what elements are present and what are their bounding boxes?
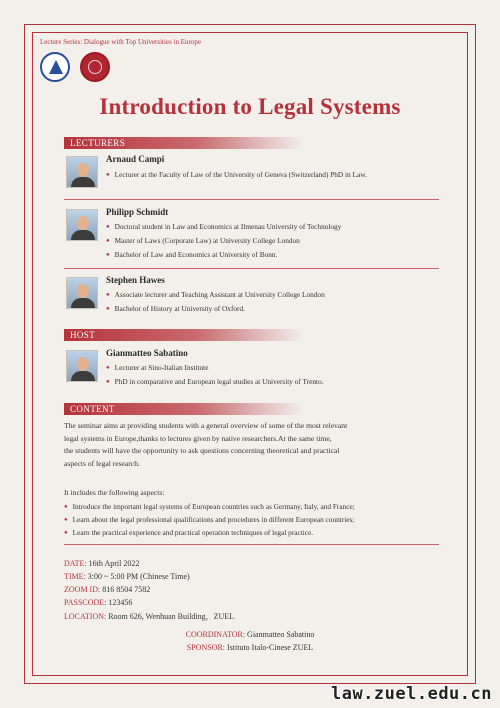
lecturer-name: Philipp Schmidt bbox=[106, 207, 169, 217]
lecturer-detail: ● Bachelor of Law and Economics at University of Bonn. bbox=[106, 250, 277, 259]
section-header-host: HOST bbox=[64, 329, 304, 341]
host-detail: ● Lecturer at Sino-Italian Institute bbox=[106, 363, 208, 372]
lecturer-detail: ● Associate lecturer and Teaching Assistant at University College London bbox=[106, 290, 325, 299]
university-seal-icon bbox=[80, 52, 110, 82]
lecturer-name: Arnaud Campi bbox=[106, 154, 165, 164]
lecturer-name: Stephen Hawes bbox=[106, 275, 165, 285]
host-card bbox=[64, 348, 439, 390]
aspect-item: ● Learn the practical experience and practical operation techniques of legal practice. bbox=[64, 528, 313, 537]
section-header-lecturers: LECTURERS bbox=[64, 137, 304, 149]
divider bbox=[64, 268, 439, 269]
lecturer-card bbox=[64, 154, 439, 194]
divider bbox=[64, 199, 439, 200]
lecturer-card bbox=[64, 275, 439, 321]
coordinator-label: COORDINATOR: bbox=[185, 630, 246, 639]
page-title: Introduction to Legal Systems bbox=[99, 94, 401, 119]
zoom-label: ZOOM ID: bbox=[64, 585, 101, 594]
location-label: LOCATION: bbox=[64, 612, 107, 621]
university-logo-icon bbox=[40, 52, 70, 82]
content-paragraph bbox=[64, 420, 444, 470]
event-passcode bbox=[64, 598, 132, 607]
event-zoom bbox=[64, 585, 150, 594]
sponsor-label: SPONSOR: bbox=[186, 643, 226, 652]
avatar bbox=[66, 209, 98, 241]
host-name: Gianmatteo Sabatino bbox=[106, 348, 188, 358]
section-header-content: CONTENT bbox=[64, 403, 304, 415]
aspect-item: ● Introduce the important legal systems of European countries such as Germany, Italy, and France; bbox=[64, 502, 355, 511]
divider bbox=[64, 544, 439, 545]
time-label: TIME: bbox=[64, 572, 86, 581]
event-date bbox=[64, 559, 139, 568]
lecturer-card bbox=[64, 207, 439, 265]
avatar bbox=[66, 350, 98, 382]
sponsor bbox=[0, 643, 500, 652]
coordinator bbox=[0, 630, 500, 639]
paragraph-line: legal systems in Europe,thanks to lectures given by native researchers.At the same time, bbox=[64, 433, 332, 443]
location-value: Room 626, Wenhuan Building，ZUEL bbox=[106, 612, 235, 621]
zoom-value: 816 8504 7582 bbox=[100, 585, 151, 594]
paragraph-line: the students will have the opportunity to ask questions concerning theoretical and practical bbox=[64, 446, 340, 455]
coordinator-value: Gianmatteo Sabatino bbox=[245, 630, 315, 639]
date-value: 16th April 2022 bbox=[86, 559, 140, 568]
lecturer-detail: ● Master of Laws (Corporate Law) at University College London bbox=[106, 236, 300, 245]
paragraph-line: aspects of legal research. bbox=[64, 458, 140, 468]
aspect-item: ● Learn about the legal professional qualifications and procedures in different European countries; bbox=[64, 515, 354, 524]
aspects-intro: It includes the following aspects: bbox=[64, 488, 165, 497]
avatar bbox=[66, 277, 98, 309]
lecturer-detail: ● Bachelor of History at University of Oxford. bbox=[106, 304, 245, 313]
time-value: 3:00 ~ 5:00 PM (Chinese Time) bbox=[85, 572, 190, 581]
lecturer-detail: ● Doctoral student in Law and Economics at Ilmenau University of Technology bbox=[106, 222, 341, 231]
event-location bbox=[64, 611, 234, 622]
date-label: DATE: bbox=[64, 559, 87, 568]
passcode-value: 123456 bbox=[106, 598, 133, 607]
lecturer-detail: ● Lecturer at the Faculty of Law of the University of Geneva (Switzerland) PhD in Law. bbox=[106, 170, 367, 179]
host-detail: ● PhD in comparative and European legal studies at University of Trento. bbox=[106, 377, 324, 386]
avatar bbox=[66, 156, 98, 188]
paragraph-line: The seminar aims at providing students with a general overview of some of the most relevant bbox=[64, 421, 348, 430]
sponsor-value: Istituto Italo-Cinese ZUEL bbox=[225, 643, 314, 652]
website-link[interactable]: law.zuel.edu.cn bbox=[330, 684, 492, 704]
passcode-label: PASSCODE: bbox=[64, 598, 107, 607]
series-label: Lecture Series: Dialogue with Top Universities in Europe bbox=[40, 38, 201, 46]
event-time bbox=[64, 572, 190, 581]
